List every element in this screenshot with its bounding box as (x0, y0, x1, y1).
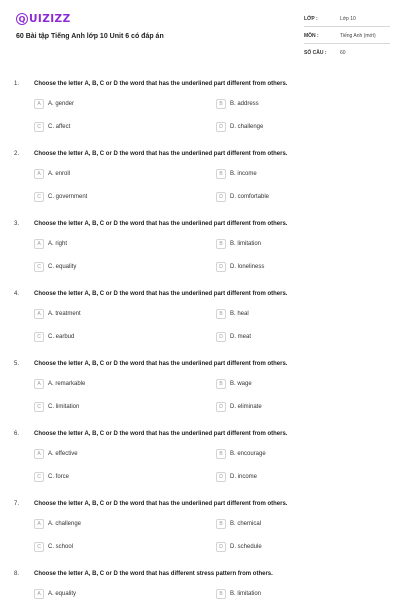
answer-option-a[interactable] (34, 98, 74, 110)
question-3 (0, 218, 400, 288)
option-letter-box: B (216, 379, 226, 389)
option-letter-box: D (216, 192, 226, 202)
option-letter-box: A (34, 309, 44, 319)
option-text: B. limitation (230, 241, 262, 247)
option-text: A. enroll (48, 171, 71, 177)
option-letter-box: D (216, 122, 226, 132)
document-title: 60 Bài tập Tiếng Anh lớp 10 Unit 6 có đáp án (16, 33, 164, 40)
option-text: B. address (230, 101, 259, 107)
option-letter-box: B (216, 589, 226, 599)
question-number: 2. (14, 151, 20, 157)
option-letter-box: A (34, 239, 44, 249)
option-letter-box: A (34, 519, 44, 529)
option-text: C. government (48, 194, 88, 200)
meta-row-count (304, 44, 390, 61)
question-number: 6. (14, 431, 20, 437)
answer-option-c[interactable] (34, 261, 76, 273)
answer-option-d[interactable] (216, 471, 257, 483)
option-text: B. limitation (230, 591, 262, 597)
answer-option-a[interactable] (34, 448, 78, 460)
answer-option-a[interactable] (34, 588, 76, 600)
option-letter-box: D (216, 262, 226, 272)
question-number: 8. (14, 571, 20, 577)
question-text: Choose the letter A, B, C or D the word that has the underlined part different from others. (34, 81, 288, 87)
option-letter-box: B (216, 519, 226, 529)
option-letter-box: D (216, 542, 226, 552)
question-text: Choose the letter A, B, C or D the word that has the underlined part different from others. (34, 221, 288, 227)
option-text: A. gender (48, 101, 75, 107)
answer-option-b[interactable] (216, 448, 266, 460)
question-text: Choose the letter A, B, C or D the word that has the underlined part different from others. (34, 291, 288, 297)
option-text: A. right (48, 241, 68, 247)
option-text: D. schedule (230, 544, 262, 550)
question-text: Choose the letter A, B, C or D the word that has different stress pattern from others. (34, 571, 273, 577)
answer-option-b[interactable] (216, 518, 261, 530)
answer-option-b[interactable] (216, 168, 257, 180)
answer-option-a[interactable] (34, 308, 81, 320)
option-letter-box: A (34, 99, 44, 109)
question-8 (0, 568, 400, 600)
question-text: Choose the letter A, B, C or D the word that has the underlined part different from others. (34, 151, 288, 157)
option-text: B. chemical (230, 521, 262, 527)
question-4 (0, 288, 400, 358)
option-text: D. loneliness (230, 264, 265, 270)
option-letter-box: B (216, 99, 226, 109)
option-letter-box: C (34, 122, 44, 132)
meta-table (304, 10, 390, 61)
answer-option-b[interactable] (216, 308, 249, 320)
option-letter-box: C (34, 192, 44, 202)
question-number: 1. (14, 81, 20, 87)
option-text: A. challenge (48, 521, 82, 527)
option-letter-box: C (34, 402, 44, 412)
question-2 (0, 148, 400, 218)
option-letter-box: C (34, 332, 44, 342)
meta-label: LỚP : (304, 16, 318, 22)
option-letter-box: C (34, 262, 44, 272)
option-letter-box: B (216, 169, 226, 179)
worksheet-header (0, 0, 400, 74)
answer-option-c[interactable] (34, 471, 69, 483)
answer-option-a[interactable] (34, 378, 85, 390)
question-number: 7. (14, 501, 20, 507)
option-text: B. encourage (230, 451, 266, 457)
option-letter-box: B (216, 449, 226, 459)
option-text: C. force (48, 474, 70, 480)
option-text: C. limitation (48, 404, 80, 410)
option-text: D. comfortable (230, 194, 270, 200)
answer-option-a[interactable] (34, 518, 81, 530)
option-letter-box: C (34, 472, 44, 482)
meta-row-subject (304, 27, 390, 44)
answer-option-d[interactable] (216, 191, 269, 203)
answer-option-c[interactable] (34, 121, 70, 133)
option-text: A. effective (48, 451, 78, 457)
meta-value: Tiếng Anh (mới) (340, 33, 376, 39)
option-text: B. heal (230, 311, 249, 317)
answer-option-a[interactable] (34, 168, 70, 180)
option-text: C. equality (48, 264, 77, 270)
option-letter-box: A (34, 169, 44, 179)
question-number: 4. (14, 291, 20, 297)
answer-option-d[interactable] (216, 401, 262, 413)
option-letter-box: B (216, 309, 226, 319)
question-5 (0, 358, 400, 428)
option-text: D. income (230, 474, 258, 480)
option-letter-box: D (216, 332, 226, 342)
option-text: D. challenge (230, 124, 264, 130)
meta-value: Lớp 10 (340, 16, 356, 22)
answer-option-d[interactable] (216, 261, 264, 273)
meta-label: SỐ CÂU : (304, 50, 327, 56)
option-letter-box: C (34, 542, 44, 552)
answer-option-b[interactable] (216, 588, 261, 600)
answer-option-d[interactable] (216, 331, 251, 343)
question-number: 5. (14, 361, 20, 367)
option-letter-box: A (34, 379, 44, 389)
option-letter-box: D (216, 472, 226, 482)
option-text: A. treatment (48, 311, 81, 317)
option-text: A. equality (48, 591, 77, 597)
option-text: B. income (230, 171, 257, 177)
answer-option-d[interactable] (216, 541, 262, 553)
question-list (0, 78, 400, 600)
option-letter-box: B (216, 239, 226, 249)
answer-option-c[interactable] (34, 541, 73, 553)
option-text: A. remarkable (48, 381, 86, 387)
option-letter-box: A (34, 449, 44, 459)
meta-label: MÔN : (304, 33, 319, 39)
answer-option-c[interactable] (34, 191, 87, 203)
question-text: Choose the letter A, B, C or D the word that has the underlined part different from others. (34, 431, 288, 437)
option-text: C. affect (48, 124, 71, 130)
answer-option-d[interactable] (216, 121, 263, 133)
option-text: B. wage (230, 381, 252, 387)
option-text: C. school (48, 544, 74, 550)
question-text: Choose the letter A, B, C or D the word that has the underlined part different from others. (34, 501, 288, 507)
answer-option-b[interactable] (216, 98, 259, 110)
question-1 (0, 78, 400, 148)
option-text: C. earbud (48, 334, 75, 340)
option-letter-box: A (34, 589, 44, 599)
question-7 (0, 498, 400, 568)
question-number: 3. (14, 221, 20, 227)
answer-option-a[interactable] (34, 238, 67, 250)
answer-option-b[interactable] (216, 378, 252, 390)
meta-value: 60 (340, 50, 346, 56)
question-6 (0, 428, 400, 498)
logo-text: UIZIZZ (29, 13, 71, 25)
option-text: D. meat (230, 334, 252, 340)
quizizz-logo (16, 12, 71, 26)
meta-row-class (304, 10, 390, 27)
logo-q-icon: Q (16, 13, 28, 25)
answer-option-c[interactable] (34, 331, 74, 343)
question-text: Choose the letter A, B, C or D the word that has the underlined part different from others. (34, 361, 288, 367)
answer-option-c[interactable] (34, 401, 79, 413)
option-letter-box: D (216, 402, 226, 412)
option-text: D. eliminate (230, 404, 262, 410)
answer-option-b[interactable] (216, 238, 261, 250)
